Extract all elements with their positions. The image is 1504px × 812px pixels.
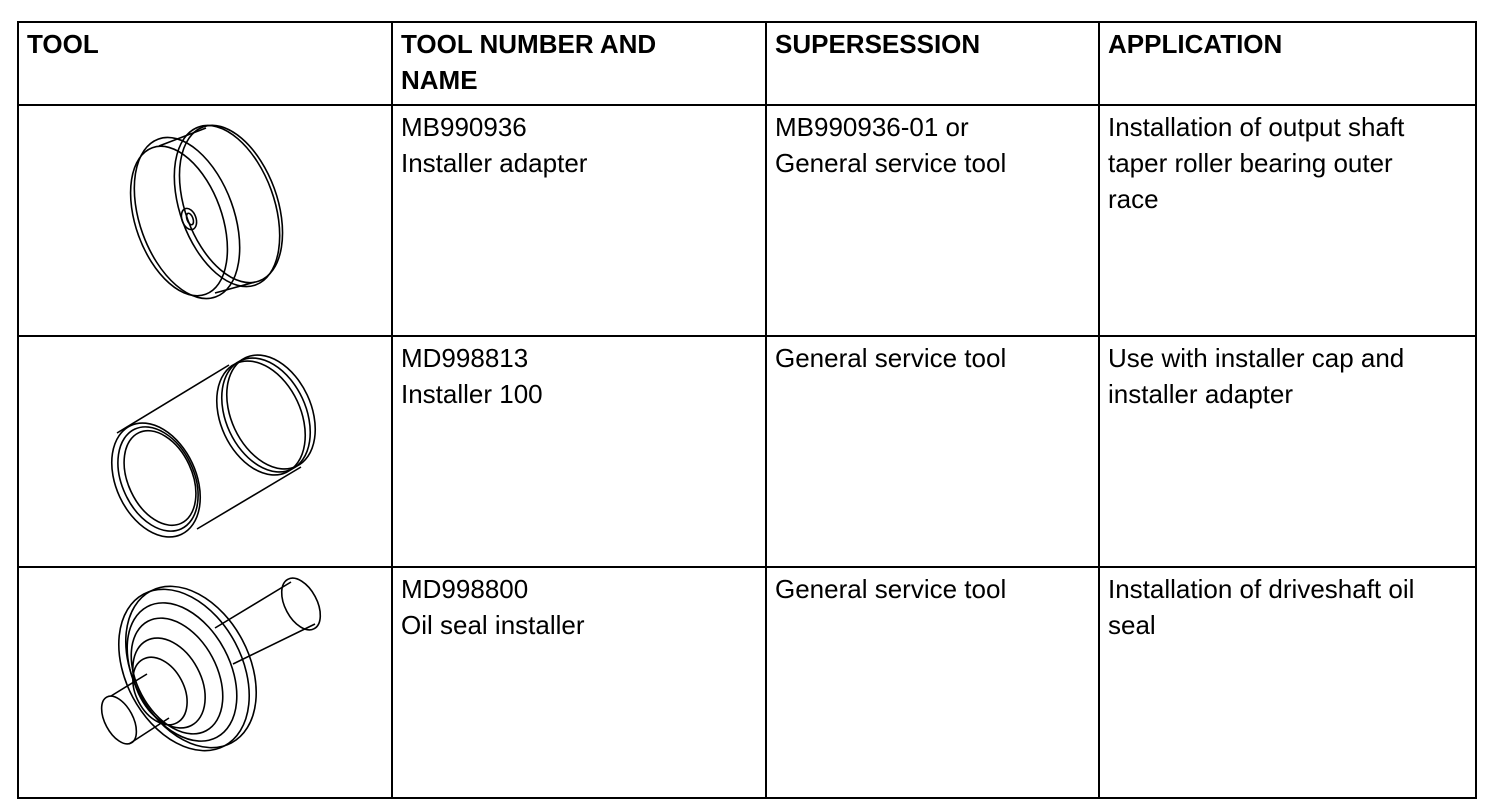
- application-line: Installation of output shaft: [1108, 112, 1405, 143]
- application-line: taper roller bearing outer: [1108, 148, 1393, 179]
- header-row: [18, 22, 1476, 105]
- supersession-line: General service tool: [775, 148, 1007, 179]
- tool-illustration-cell: [18, 105, 392, 336]
- installer-adapter-drawing-icon: [19, 106, 393, 335]
- tool-name: Installer adapter: [401, 148, 588, 179]
- tool-number-cell: [392, 336, 766, 567]
- table-row: [18, 105, 1476, 336]
- tool-name: Installer 100: [401, 379, 543, 410]
- oil-seal-installer-drawing-icon: [19, 568, 393, 797]
- application-cell: [1099, 567, 1476, 798]
- tool-illustration-cell: [18, 567, 392, 798]
- tool-number-cell: [392, 105, 766, 336]
- supersession-cell: [766, 336, 1099, 567]
- header-tool-number-line2: NAME: [401, 65, 478, 95]
- header-supersession: SUPERSESSION: [766, 22, 1099, 105]
- application-line: race: [1108, 184, 1159, 215]
- installer-100-drawing-icon: [19, 337, 393, 566]
- supersession-line: MB990936-01 or: [775, 112, 969, 143]
- application-cell: [1099, 336, 1476, 567]
- supersession-cell: [766, 105, 1099, 336]
- table-row: [18, 567, 1476, 798]
- application-cell: [1099, 105, 1476, 336]
- header-application: APPLICATION: [1099, 22, 1476, 105]
- tool-number: MD998813: [401, 343, 529, 374]
- tool-number: MD998800: [401, 574, 529, 605]
- special-tools-table: [17, 21, 1477, 799]
- header-tool-number-line1: TOOL NUMBER AND: [401, 29, 657, 59]
- application-line: Installation of driveshaft oil: [1108, 574, 1415, 605]
- supersession-cell: [766, 567, 1099, 798]
- tool-number: MB990936: [401, 112, 527, 143]
- application-line: Use with installer cap and: [1108, 343, 1405, 374]
- tool-name: Oil seal installer: [401, 610, 585, 641]
- header-tool: TOOL: [18, 22, 392, 105]
- supersession-line: General service tool: [775, 574, 1007, 605]
- application-line: installer adapter: [1108, 379, 1293, 410]
- header-tool-number: [392, 22, 766, 105]
- tool-illustration-cell: [18, 336, 392, 567]
- tool-number-cell: [392, 567, 766, 798]
- supersession-line: General service tool: [775, 343, 1007, 374]
- table-row: [18, 336, 1476, 567]
- application-line: seal: [1108, 610, 1156, 641]
